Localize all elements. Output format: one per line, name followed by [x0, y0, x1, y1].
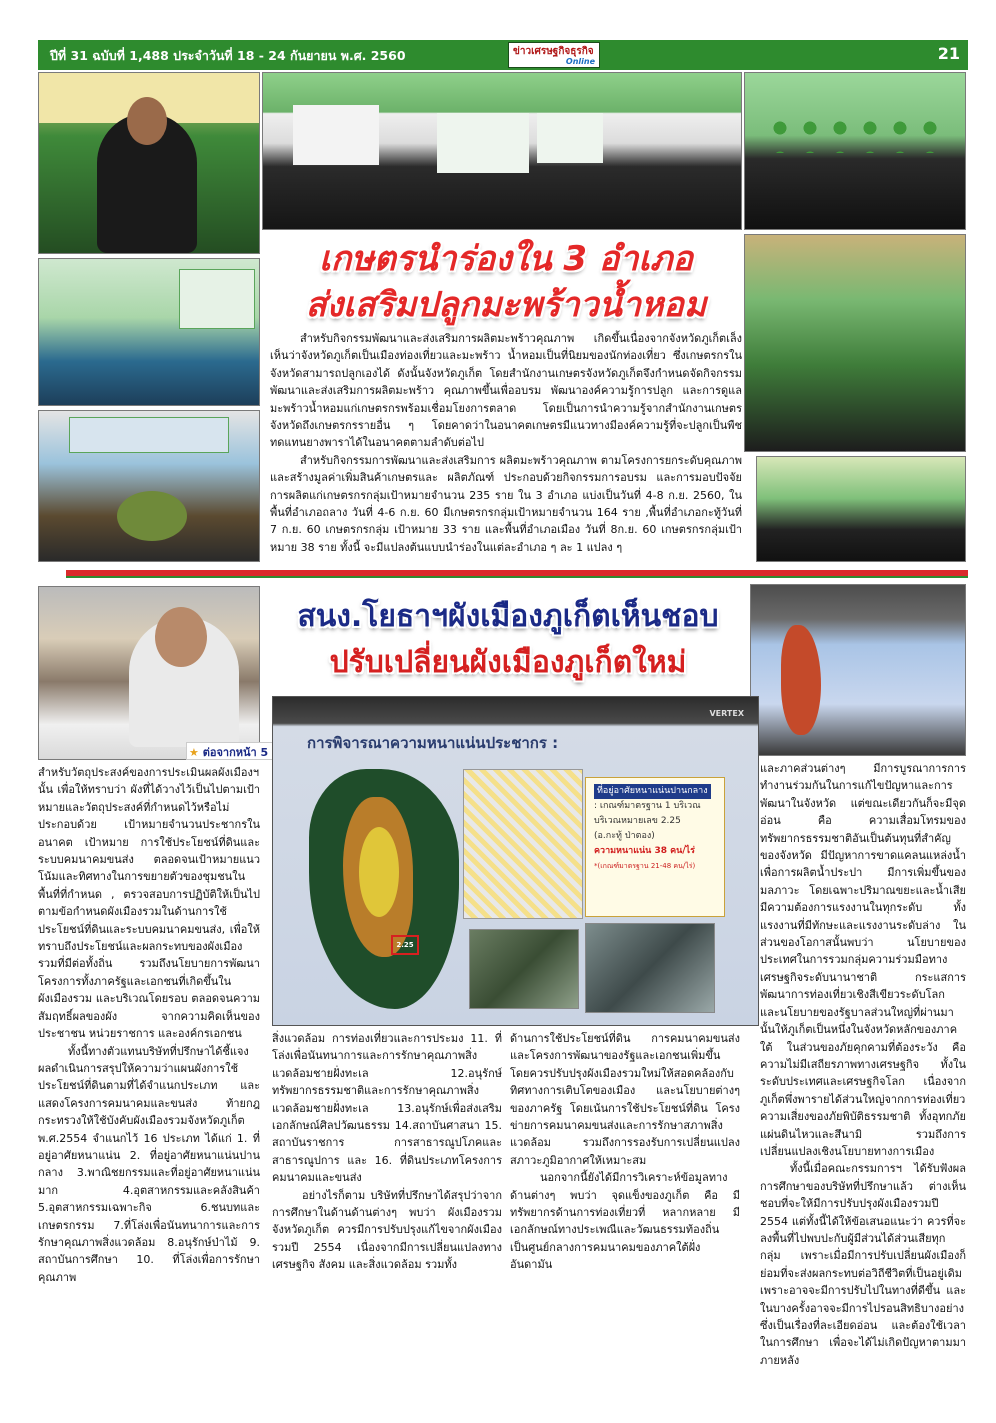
right-paragraph-1: และภาคส่วนต่างๆ มีการบูรณาการการทำงานร่วมกันในการแก้ไขปัญหาและการพัฒนาในจังหวัด แต่ขณะเดียวกันก็จะมีจุดอ่อน คือ ความเสื่อมโทรมของทรัพยากรธรรมชาติอันเป็นต้นทุนที่สำคัญของจังหวัด มีปัญหาการขาดแคลนแหล่งน้ำ เพื่อการผลิตน้ำประปา มีการเพิ่มขึ้นของมลภาวะ โดยเฉพาะปริมาณขยะและน้ำเสีย มีความต้องการแรงงานในทุกระดับ ทั้งแรงงานที่มีทักษะและแรงงานระดับล่าง ในส่วนของโอกาสนั้นพบว่า นโยบายของประเทศในการรวมกลุ่มความร่วมมือทางเศรษฐกิจระดับนานาชาติ กระแสการพัฒนาการท่องเที่ยวเชิงสีเขียวระดับโลก และนโยบายของรัฐบาลส่วนใหญ่ที่ผ่านมานั้นให้ภูเก็ตเป็นหนึ่งในจังหวัดหลักของภาคใต้ ในส่วนของภัยคุกคามที่ต้องระวัง คือ ความไม่มีเสถียรภาพทางเศรษฐกิจ ทั้งในระดับประเทศและเศรษฐกิจโลก เนื่องจากภูเก็ตพึ่งพารายได้ส่วนใหญ่จากการท่องเที่ยว ความเสี่ยงของภัยพิบัติธรรมชาติ ทั้งอุทกภัย แผ่นดินไหวและสึนามิ รวมถึงการเปลี่ยนแปลงเชิงนโยบายทางการเมือง [760, 762, 966, 1158]
photo-committee-meeting [38, 586, 260, 760]
logo-title: ข่าวเศรษฐกิจธุรกิจ [513, 46, 594, 57]
page-header [38, 40, 968, 70]
aerial-photo-1 [469, 929, 579, 1009]
headline-line1: สนง.โยธาฯผังเมืองภูเก็ตเห็นชอบ [297, 599, 719, 634]
headline-line1: เกษตรนำร่องใน 3 อำเภอ [319, 239, 693, 279]
headline-line2: ส่งเสริมปลูกมะพร้าวน้ำหอม [305, 285, 707, 325]
continued-from-tag[interactable] [186, 742, 275, 760]
aerial-photo-2 [585, 923, 715, 1013]
speaker-head [155, 607, 207, 667]
photo-basket-handover [38, 410, 260, 562]
projector-screen [293, 105, 379, 165]
photo-speaker-microphone [38, 72, 260, 254]
left-paragraph-1: สำหรับวัตถุประสงค์ของการประเมินผลผังเมืองฯ นั้น เพื่อให้ทราบว่า ผังที่ได้วางไว้เป็นไปตามเป้าหมายและวัตถุประสงค์ที่กำหนดไว้หรือไม่ ประกอบด้วย เป้าหมายจำนวนประชากรในอนาคต เป้าหมาย การใช้ประโยชน์ที่ดินและระบบคมนาคมขนส่ง ตลอดจนเป้าหมายแนวโน้มและทิศทางในการขยายตัวของชุมชนในพื้นที่ที่กำหนด , ตรวจสอบการปฏิบัติให้เป็นไปตามข้อกำหนดผังเมืองรวมในด้านการใช้ประโยชน์ที่ดินและระบบคมนาคมขนส่ง, เพื่อให้ทราบถึงประโยชน์และผลกระทบของผังเมืองรวมที่มีต่อทั้งถิ่น รวมถึงนโยบายการพัฒนาโครงการทั้งภาครัฐและเอกชนที่เกิดขึ้นในผังเมืองรวม และบริเวณโดยรอบ ตลอดจนความสัมฤทธิ์ผลของผัง จากความคิดเห็นของประชาชน หน่วยราชการ และองค์กรเอกชน [38, 766, 260, 1041]
article2-column-mid1 [272, 1030, 502, 1374]
photo-seedling-handover-1 [744, 234, 966, 452]
info-box-title: ที่อยู่อาศัยหนาแน่นปานกลาง [594, 784, 711, 799]
article1-paragraph-2: สำหรับกิจกรรมการพัฒนาและส่งเสริมการ ผลิตมะพร้าวคุณภาพ ตามโครงการยกระดับคุณภาพและสร้างมูลค่าเพิ่มสินค้าเกษตรและ ผลิตภัณฑ์ ประกอบด้วยกิจกรรมการอบรม และการมอบปัจจัยการผลิตแก่เกษตรกรกลุ่มเป้าหมายจำนวน 235 ราย ใน 3 อำเภอ แบ่งเป็นวันที่ 4-8 ก.ย. 2560, ในพื้นที่อำเภอถลาง วันที่ 4-6 ก.ย. 60 มีเกษตรกรกลุ่มเป้าหมายจำนวน 164 ราย ,พื้นที่อำเภอกะทู้วันที่ 7 ก.ย. 60 เกษตรกรกลุ่ม เป้าหมาย 33 ราย และพื้นที่อำเภอเมือง วันที่ 8ก.ย. 60 เกษตรกรกลุ่มเป้าหมาย 38 ราย ทั้งนี้ จะมีแปลงต้นแบบนำร่องในแต่ละอำเภอ ๆ ละ 1 แปลง ๆ [270, 453, 742, 554]
zone-marker: 2.25 [391, 935, 419, 955]
left-paragraph-2: ทั้งนี้ทางตัวแทนบริษัทที่ปรึกษาได้ชี้แจงผลดำเนินการสรุปให้ความว่าแผนผังการใช้ประโยชน์ที่ดินตามที่ได้จำแนกประเภท และแสดงโครงการคมนาคมและขนส่ง ท้ายกฎกระทรวงให้ใช้บังคับผังเมืองรวมจังหวัดภูเก็ต พ.ศ.2554 จำแนกไว้ 16 ประเภท ได้แก่ 1. ที่อยู่อาศัยหนาแน่น 2. ที่อยู่อาศัยหนาแน่นปานกลาง 3.พาณิชยกรรมและที่อยู่อาศัยหนาแน่นมาก 4.อุตสาหกรรมและคลังสินค้า 5.อุตสาหกรรมเฉพาะกิจ 6.ชนบทและเกษตรกรรม 7.ที่โล่งเพื่อนันทนาการและการรักษาคุณภาพสิ่งแวดล้อม 8.อนุรักษ์ป่าไม้ 9. สถาบันการศึกษา 10. ที่โล่งเพื่อการรักษาคุณภาพ [38, 1044, 260, 1284]
article2-column-mid2 [510, 1030, 740, 1374]
article2-headline [270, 594, 746, 686]
article1-paragraph-1: สำหรับกิจกรรมพัฒนาและส่งเสริมการผลิตมะพร้าวคุณภาพ เกิดขึ้นเนื่องจากจังหวัดภูเก็ตเล็งเห็นว่าจังหวัดภูเก็ตเป็นเมืองท่องเที่ยวและมะพร้าว น้ำหอมเป็นที่นิยมของนักท่องเที่ยว ซึ่งเกษตรกรในจังหวัดสามารถปลูกเองได้ ดังนั้นจังหวัดภูเก็ต โดยสำนักงานเกษตรจังหวัดภูเก็ตจึงกำหนดจัดกิจกรรมพัฒนาและส่งเสริมการผลิตมะพร้าว คุณภาพขึ้นเพื่ออบรม พัฒนาองค์ความรู้การปลูก และการดูแลมะพร้าวน้ำหอมแก่เกษตรกรพร้อมเชื่อมโยงการตลาด โดยเป็นการนำความรู้จากสำนักงานเกษตรจังหวัดถึงเกษตรกรรายอื่น ๆ โดยคาดว่าในอนาคตเกษตรมีแนวทางมีองค์ความรู้ที่จะปลูกเป็นพืชทดแทนยางพาราได้ในอนาคตตามลำดับต่อไป [270, 332, 742, 450]
info-line-3: (อ.กะทู้ ป่าตอง) [594, 831, 655, 841]
right-paragraph-2: ทั้งนี้เมื่อคณะกรรมการฯ ได้รับฟังผลการศึกษาของบริษัทที่ปรึกษาแล้ว ต่างเห็นชอบที่จะให้มีการปรับปรุงผังเมืองรวมปี 2554 แต่ทั้งนี้ได้ให้ข้อเสนอแนะว่า ควรที่จะลงพื้นที่ไปพบปะกับผู้มีส่วนได้ส่วนเสียทุกกลุ่ม เพราะเมื่อมีการปรับเปลี่ยนผังเมืองก็ย่อมที่จะส่งผลกระทบต่อวิถีชีวิตที่เป็นอยู่เดิม เพราะอาจจะมีการปรับไปในทางที่ดีขึ้น และในบางครั้งอาจจะมีการไปรอนสิทธิบางอย่าง ซึ่งเป็นเรื่องที่ละเอียดอ่อน และต้องใช้เวลาในการศึกษา เพื่อจะได้ไม่เกิดปัญหาตามมาภายหลัง [760, 1162, 966, 1367]
info-note: *(เกณฑ์มาตรฐาน 21-48 คน/ไร่) [594, 862, 696, 870]
banner [179, 269, 255, 329]
article1-headline [276, 236, 736, 328]
mid2-paragraph-2: นอกจากนี้ยังได้มีการวิเคราะห์ข้อมูลทางด้านต่างๆ พบว่า จุดแข็งของภูเก็ต คือ มีทรัพยากรด้านการท่องเที่ยวที่ หลากหลาย มีเอกลักษณ์ทางประเพณีและวัฒนธรรมท้องถิ่น เป็นศูนย์กลางการคมนาคมของภาคใต้ฝั่งอันดามัน [510, 1171, 740, 1272]
seedling-group [765, 113, 945, 153]
issue-info: ปีที่ 31 ฉบับที่ 1,488 ประจำวันที่ 18 - 24 กันยายน พ.ศ. 2560 [50, 48, 406, 63]
info-line-1: : เกณฑ์มาตรฐาน 1 บริเวณ [594, 801, 701, 811]
photo-density-slide [272, 696, 759, 1026]
article2-column-right [760, 760, 966, 1374]
photo-award-presentation [38, 258, 260, 406]
continued-label: ต่อจากหน้า 5 [202, 746, 269, 759]
article2-column-left [38, 764, 260, 1374]
newspaper-logo[interactable] [508, 42, 600, 68]
photo-map-presentation [750, 584, 966, 756]
photo-coconut-seedlings [744, 72, 966, 230]
headline-line2: ปรับเปลี่ยนผังเมืองภูเก็ตใหม่ [329, 645, 687, 680]
slide-board-2 [537, 113, 603, 163]
coconut-basket [117, 491, 187, 541]
photo-seedling-handover-2 [756, 456, 966, 562]
article1-body [270, 330, 742, 566]
info-line-2: บริเวณหมายเลข 2.25 [594, 816, 681, 826]
page-number: 21 [937, 44, 960, 63]
section-divider-green [66, 576, 968, 578]
mid1-paragraph-1: สิ่งแวดล้อม การท่องเที่ยวและการประมง 11. ที่โล่งเพื่อนันทนาการและการรักษาคุณภาพสิ่งแวดล้อมชายฝั่งทะเล 12.อนุรักษ์ทรัพยากรธรรมชาติและการรักษาคุณภาพสิ่งแวดล้อมชายฝั่งทะเล 13.อนุรักษ์เพื่อส่งเสริมเอกลักษณ์ศิลปวัฒนธรรม 14.สถาบันศาสนา 15. สถาบันราชการ การสาธารณูปโภคและสาธารณูปการ และ 16. ที่ดินประเภทโครงการคมนาคมและขนส่ง [272, 1032, 502, 1185]
zone-detail-map [463, 769, 583, 919]
photo-training-hall [262, 72, 742, 230]
mid2-paragraph-1: ด้านการใช้ประโยชน์ที่ดิน การคมนาคมขนส่ง และโครงการพัฒนาของรัฐและเอกชนเพิ่มขึ้น โดยควรปรับปรุงผังเมืองรวมใหม่ให้สอดคล้องกับทิศทางการเติบโตของเมือง และนโยบายต่างๆ ของภาครัฐ โดยเน้นการใช้ประโยชน์ที่ดิน โครงข่ายการคมนาคมขนส่งและการรักษาสภาพสิ่งแวดล้อม รวมถึงการรองรับการเปลี่ยนแปลงสภาวะภูมิอากาศให้เหมาะสม [510, 1032, 740, 1167]
speaker-head [127, 97, 167, 145]
map-island [781, 625, 821, 735]
star-icon: ★ [189, 746, 199, 759]
mid1-paragraph-2: อย่างไรก็ตาม บริษัทที่ปรึกษาได้สรุปว่าจากการศึกษาในด้านด้านต่างๆ พบว่า ผังเมืองรวมจังหวัดภูเก็ต ควรมีการปรับปรุงแก้ไขจากผังเมืองรวมปี 2554 เนื่องจากมีการเปลี่ยนแปลงทางเศรษฐกิจ สังคม และสิ่งแวดล้อม รวมทั้ง [272, 1188, 502, 1272]
banner [69, 417, 229, 453]
logo-online: Online [565, 57, 595, 66]
slide-board [437, 113, 529, 173]
slide-title: การพิจารณาความหนาแน่นประชากร : [307, 734, 559, 752]
projector-brand: VERTEX [709, 709, 744, 718]
info-density: ความหนาแน่น 38 คน/ไร่ [594, 846, 695, 856]
map-zone-yellow [359, 827, 399, 917]
density-info-box [585, 777, 725, 917]
